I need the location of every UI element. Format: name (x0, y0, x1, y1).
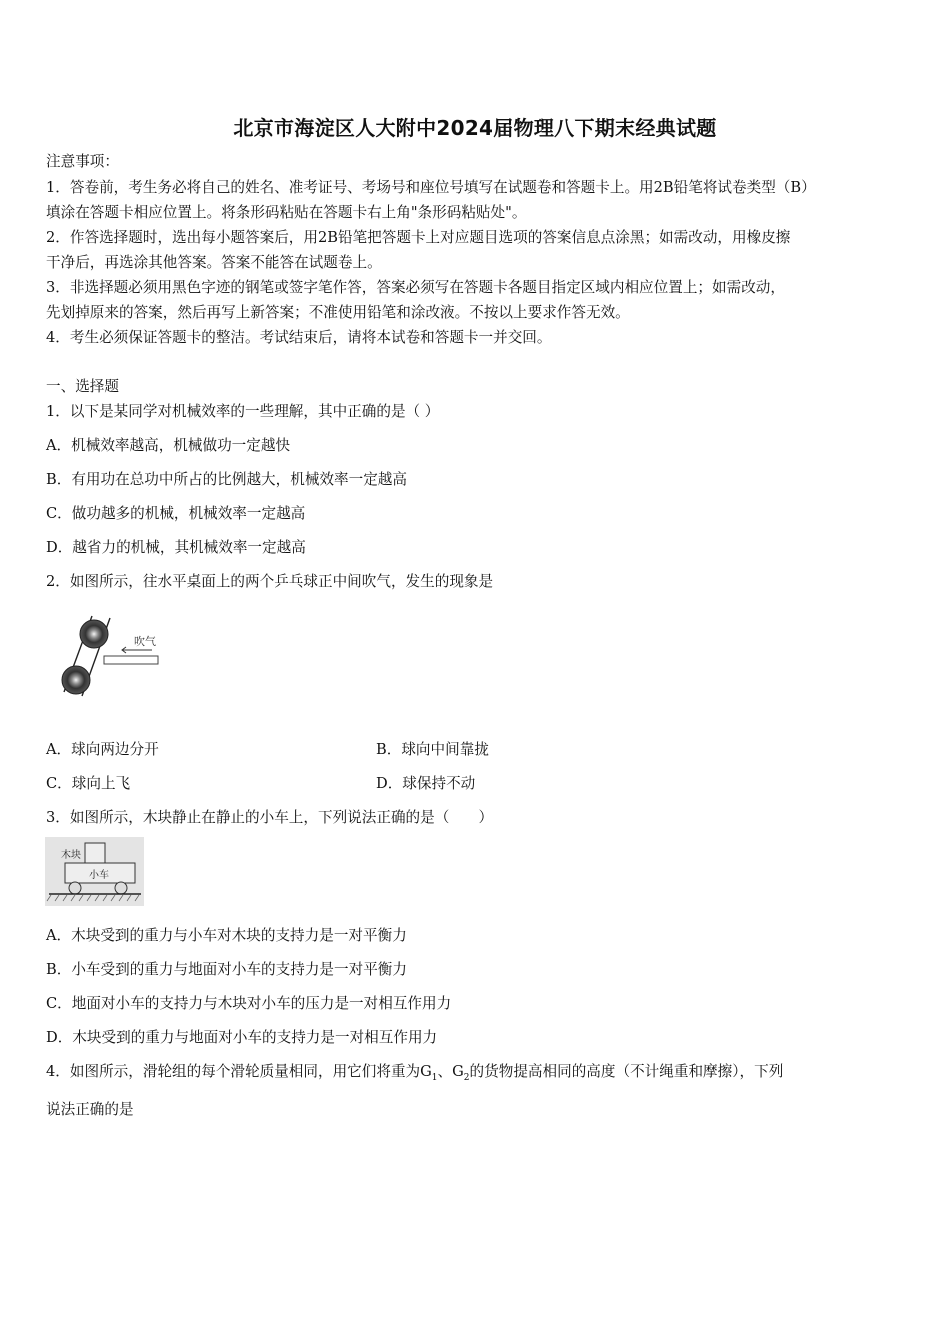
subscript: 2 (463, 1072, 470, 1083)
question-3-option-a: A．木块受到的重力与小车对木块的支持力是一对平衡力 (46, 927, 407, 944)
notice-line: 填涂在答题卡相应位置上。将条形码粘贴在答题卡右上角"条形码粘贴处"。 (46, 204, 527, 221)
cart-wheel (69, 882, 81, 894)
ping-pong-ball (62, 666, 90, 694)
notice-line: 1．答卷前，考生务必将自己的姓名、准考证号、考场号和座位号填写在试题卷和答题卡上。用2B铅笔将试卷类型（B） (46, 179, 816, 196)
notice-line: 先划掉原来的答案，然后再写上新答案；不准使用铅笔和涂改液。不按以上要求作答无效。 (46, 304, 630, 321)
question-1-option-c: C．做功越多的机械，机械效率一定越高 (46, 505, 306, 522)
notice-line: 3．非选择题必须用黑色字迹的钢笔或签字笔作答，答案必须写在答题卡各题目指定区域内相应位置上；如需改动， (46, 279, 785, 296)
question-2-stem: 2．如图所示，往水平桌面上的两个乒乓球正中间吹气，发生的现象是 (46, 573, 494, 590)
cart-block-figure (45, 837, 144, 906)
notice-heading: 注意事项： (46, 153, 119, 170)
question-4-stem-line-2: 说法正确的是 (46, 1101, 134, 1118)
question-1-stem: 1．以下是某同学对机械效率的一些理解，其中正确的是（ ） (46, 403, 440, 420)
subscript: 1 (431, 1072, 438, 1083)
question-4-stem-part: 4．如图所示，滑轮组的每个滑轮质量相同，用它们将重为G (46, 1063, 432, 1080)
section-heading: 一、选择题 (46, 378, 119, 395)
question-3-stem: 3．如图所示，木块静止在静止的小车上，下列说法正确的是（ ） (46, 809, 494, 826)
blow-tube (104, 656, 158, 664)
ping-pong-ball (80, 620, 108, 648)
notice-line: 2．作答选择题时，选出每小题答案后，用2B铅笔把答题卡上对应题目选项的答案信息点涂黑；如需改动，用橡皮擦 (46, 229, 791, 246)
notice-line: 4．考生必须保证答题卡的整洁。考试结束后，请将本试卷和答题卡一并交回。 (46, 329, 552, 346)
blow-label: 吹气 (134, 635, 156, 648)
question-4-stem-part: 的货物提高相同的高度（不计绳重和摩擦），下列 (469, 1063, 784, 1080)
question-2-option-a: A．球向两边分开 (46, 741, 159, 758)
notice-line: 干净后，再选涂其他答案。答案不能答在试题卷上。 (46, 254, 382, 271)
cart-label: 小车 (89, 870, 109, 881)
block-label: 木块 (61, 850, 81, 861)
question-3-option-b: B．小车受到的重力与地面对小车的支持力是一对平衡力 (46, 961, 407, 978)
question-4-stem (46, 1060, 783, 1083)
question-1-option-d: D．越省力的机械，其机械效率一定越高 (46, 539, 306, 556)
question-1-option-b: B．有用功在总功中所占的比例越大，机械效率一定越高 (46, 471, 407, 488)
ping-pong-balls-figure (56, 612, 168, 702)
wood-block (85, 843, 105, 863)
question-1-option-a: A．机械效率越高，机械做功一定越快 (46, 437, 291, 454)
cart-wheel (115, 882, 127, 894)
question-2-option-d: D．球保持不动 (376, 775, 476, 792)
question-2-option-b: B．球向中间靠拢 (376, 741, 489, 758)
page-title: 北京市海淀区人大附中2024届物理八下期末经典试题 (233, 116, 717, 140)
question-3-option-c: C．地面对小车的支持力与木块对小车的压力是一对相互作用力 (46, 995, 452, 1012)
question-3-option-d: D．木块受到的重力与地面对小车的支持力是一对相互作用力 (46, 1029, 438, 1046)
question-4-stem-part: 、G (437, 1063, 464, 1080)
question-2-option-c: C．球向上飞 (46, 775, 131, 792)
